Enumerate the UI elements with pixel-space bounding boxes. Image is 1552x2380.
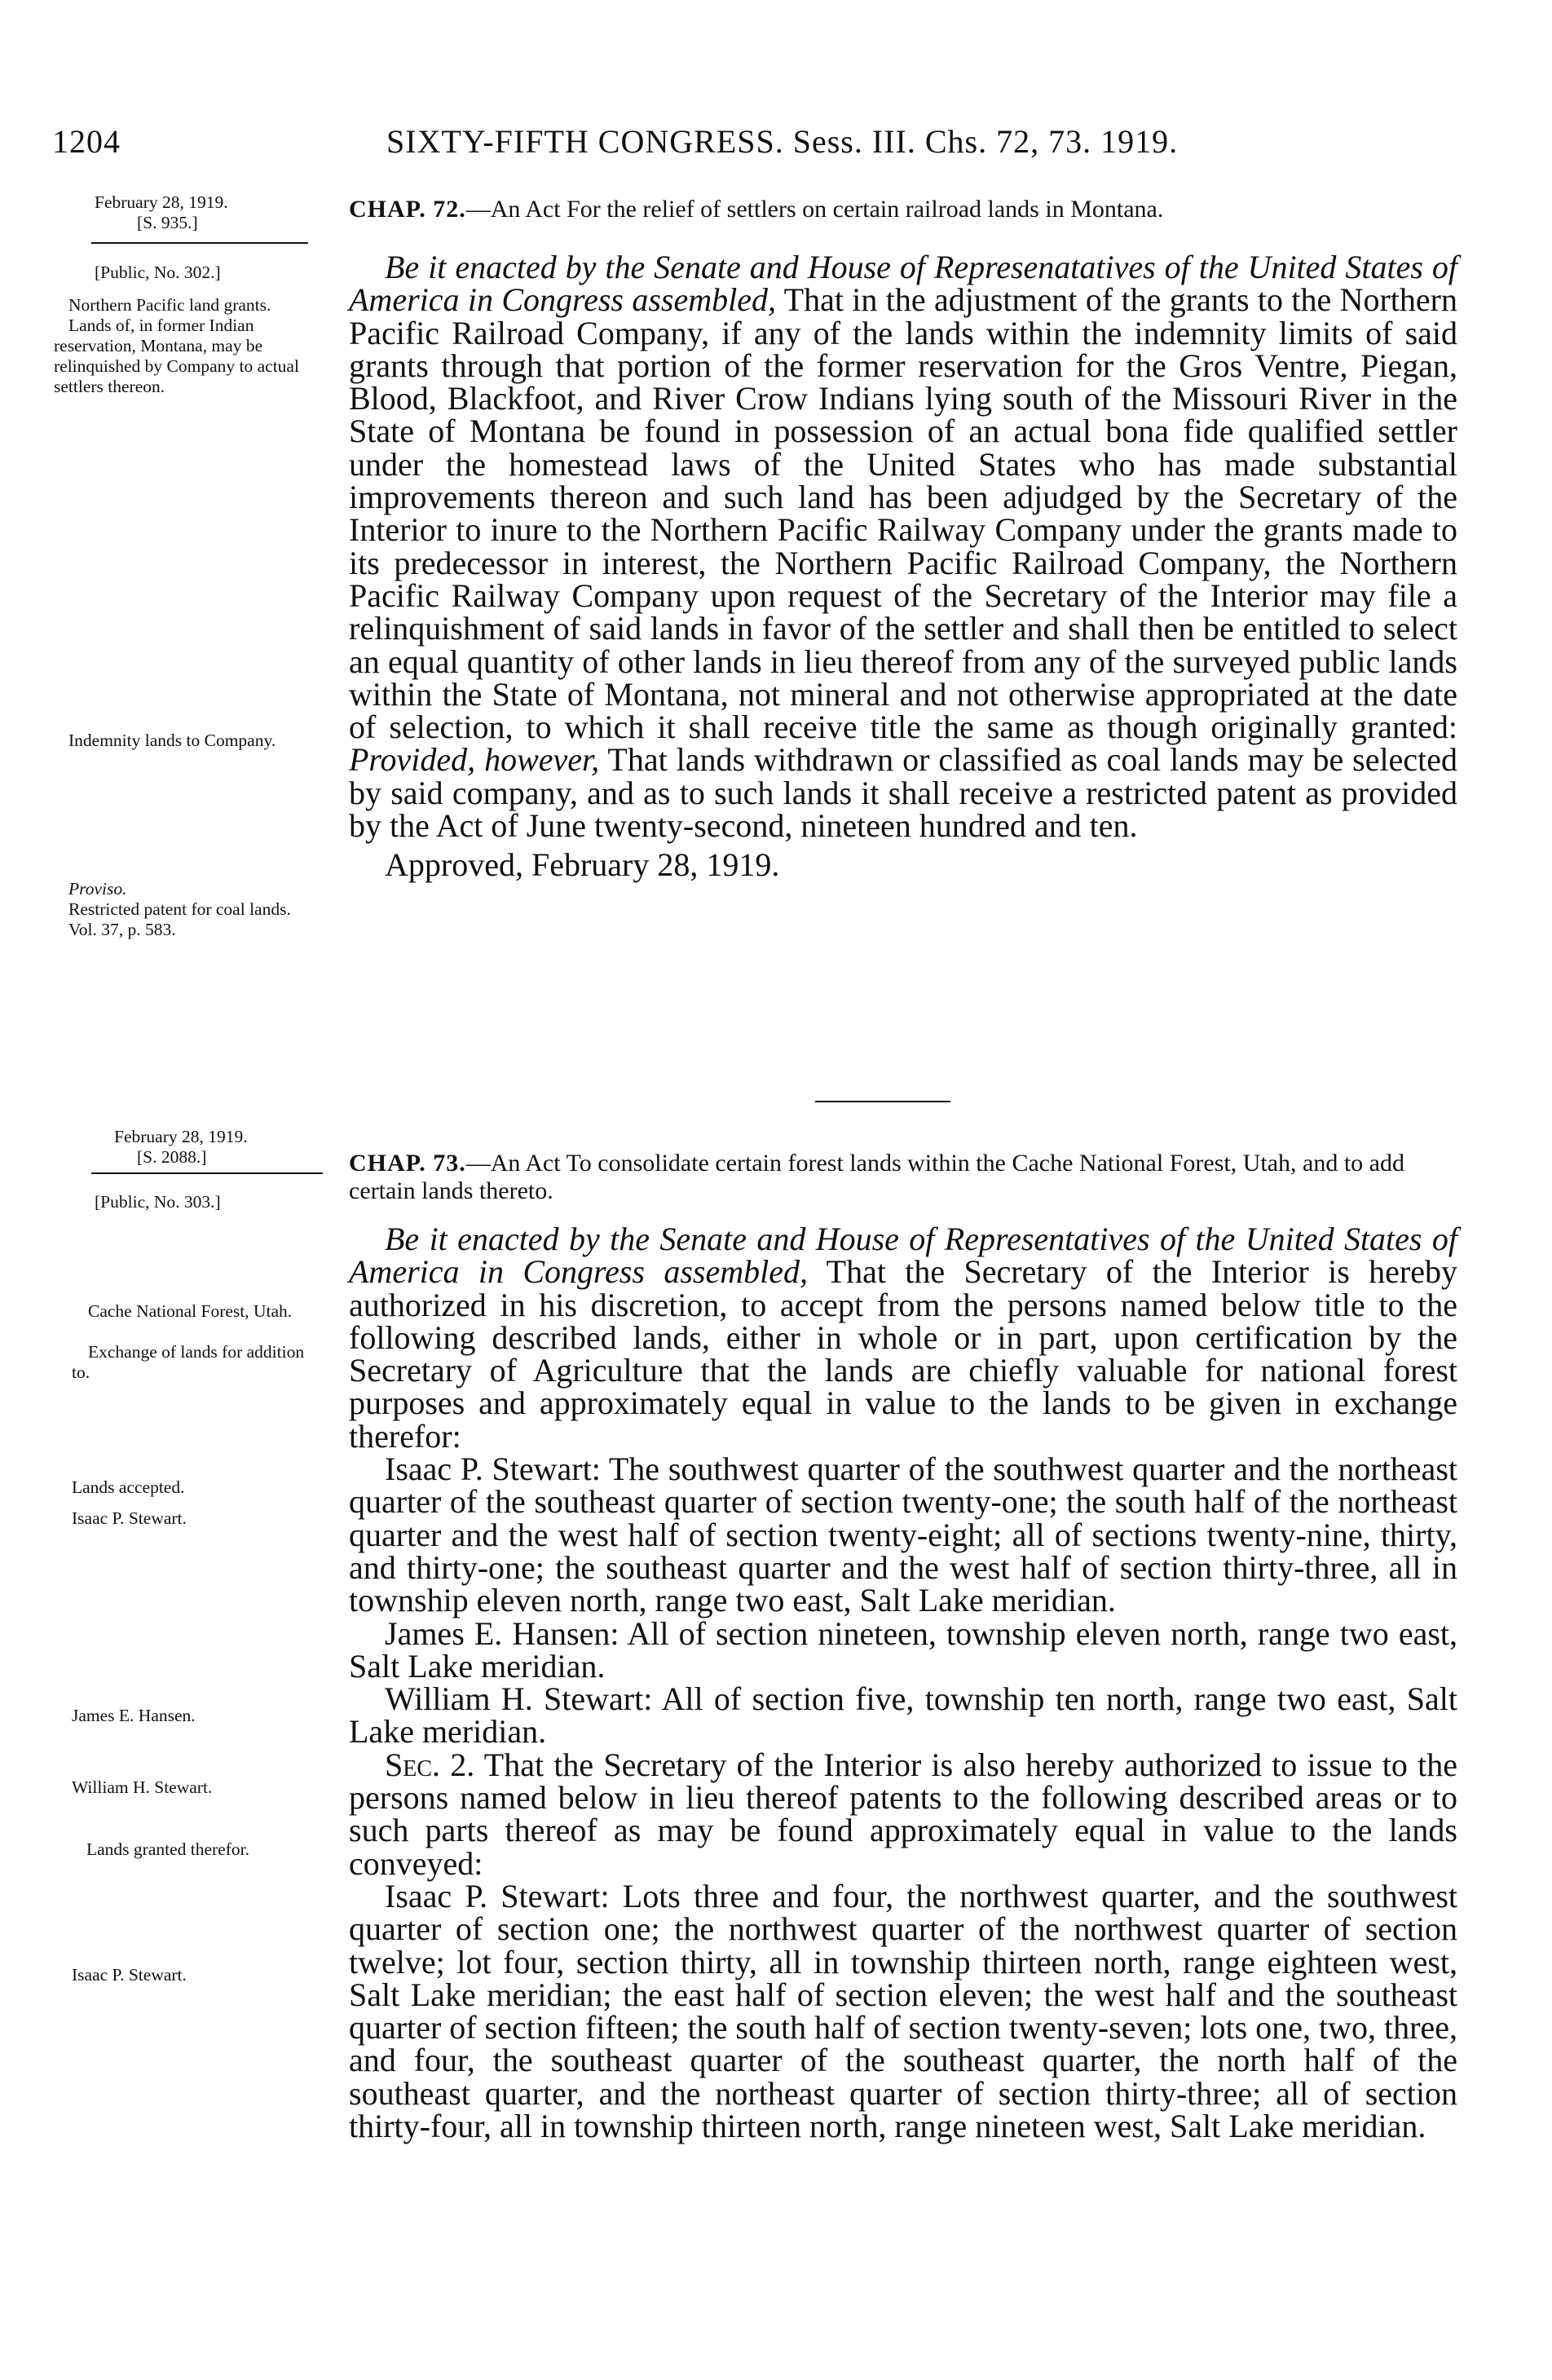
ch72-date-note [95, 192, 306, 233]
ch72-enacting-clause: Be it enacted by the Senate and House of Represenatatives of the United States of America in Congress assembled, [349, 249, 1457, 319]
ch72-margin-rule [91, 242, 308, 244]
ch73-sec2-label: Sec. 2. [385, 1746, 475, 1783]
ch73-heading [349, 1150, 1457, 1205]
ch73-bill: [S. 2088.] [137, 1147, 207, 1167]
ch73-isaac-stewart-lands: Isaac P. Stewart: The southwest quarter of the southwest quarter and the northeast quarter of the southeast quarter of section twenty-one; the south half of the northeast quarter and the west half of section twenty-eight; all of sections twenty-nine, thirty, and thirty-one; the southeast quarter and the west half of section thirty-three, all in township eleven north, range two east, Salt Lake meridian. [349, 1451, 1457, 1619]
page-number: 1204 [52, 123, 121, 160]
ch73-james-hansen-lands: James E. Hansen: All of section nineteen, township eleven north, range two east, Salt Lake meridian. [349, 1614, 1457, 1685]
ch73-title: —An Act To consolidate certain forest lands within the Cache National Forest, Utah, and to add certain lands thereto. [349, 1150, 1404, 1204]
running-title: SIXTY-FIFTH CONGRESS. Sess. III. Chs. 72, 73. 1919. [386, 123, 1179, 160]
ch72-heading [349, 196, 1457, 223]
ch72-sidenote-grants: Northern Pacific land grants. Lands of, in former Indian reservation, Montana, may be relinquished by Company to actual settlers thereon. [54, 295, 308, 397]
ch73-william-stewart-lands: William H. Stewart: All of section five, township ten north, range two east, Salt Lake meridian. [349, 1680, 1457, 1751]
ch72-public-law: [Public, No. 302.] [95, 263, 221, 282]
ch73-section-1 [349, 1223, 1457, 1453]
ch73-public-law: [Public, No. 303.] [95, 1192, 221, 1212]
ch73-date: February 28, 1919. [114, 1127, 248, 1146]
ch73-sidenote-exchange: Exchange of lands for addition to. [72, 1342, 305, 1382]
ch73-enacting-clause: Be it enacted by the Senate and House of Representatives of the United States of America in Congress assembled, [349, 1221, 1457, 1291]
ch72-title: —An Act For the relief of settlers on certain railroad lands in Montana. [465, 196, 1164, 223]
ch72-sidenote-lands: Lands of, in former Indian reservation, Montana, may be relinquished by Company to actual settlers thereon. [54, 316, 299, 396]
ch73-margin-rule [91, 1172, 323, 1174]
ch73-sidenote-william: William H. Stewart. [72, 1777, 213, 1797]
ch72-label: CHAP. 72. [349, 196, 466, 223]
ch73-body [349, 1223, 1457, 2143]
ch73-label: CHAP. 73. [349, 1150, 466, 1177]
ch72-bill: [S. 935.] [137, 213, 198, 232]
ch72-sidenote-indemnity: Indemnity lands to Company. [68, 731, 276, 750]
ch73-sidenote-forest: Cache National Forest, Utah. [88, 1301, 293, 1321]
chapter-separator [815, 1101, 950, 1102]
ch72-approved: Approved, February 28, 1919. [385, 846, 780, 884]
proviso-label: Proviso. [68, 879, 127, 899]
restricted-patent-note: Restricted patent for coal lands. [68, 899, 291, 919]
ch72-enacting-paragraph [349, 249, 1457, 845]
ch73-section-1-text: That the Secretary of the Interior is hereby authorized in his discretion, to accept from the persons named below title to the following described lands, either in whole or in part, upon certification by the Secretary of Agriculture that the lands are chiefly valuable for national forest purposes and approximately equal in value to the lands to be given in exchange therefor: [349, 1253, 1457, 1455]
ch73-sidenote-james: James E. Hansen. [72, 1706, 196, 1725]
ch73-date-note [114, 1127, 326, 1168]
ch72-text-1: That in the adjustment of the grants to the Northern Pacific Railroad Company, if any of the lands within the indemnity limits of said grants through that portion of the former reservation for the Gros Ventre, Piegan, Blood, Blackfoot, and River Crow Indians lying south of the Missouri River in the State of Montana be found in possession of an actual bona fide qualified settler under the homestead laws of the United States who has made substantial improvements thereon and such land has been adjudged by the Secretary of the Interior to inure to the Northern Pacific Railway Company under the grants made to its predecessor in interest, the Northern Pacific Railroad Company, the Northern Pacific Railway Company upon request of the Secretary of the Interior may file a relinquishment of said lands in favor of the settler and shall then be entitled to select an equal quantity of other lands in lieu thereof from any of the surveyed public lands within the State of Montana, not mineral and not otherwise appropriated at the date of selection, to which it shall receive title the same as though originally granted: [349, 281, 1457, 746]
ch72-sidenote-proviso [54, 879, 308, 940]
ch72-body [349, 251, 1457, 882]
ch73-sidenote-lands-granted: Lands granted therefor. [86, 1839, 249, 1859]
ch73-sidenote-isaac-2: Isaac P. Stewart. [72, 1965, 187, 1985]
vol-reference: Vol. 37, p. 583. [68, 920, 176, 939]
ch72-text-2: That lands withdrawn or classified as coal lands may be selected by said company, and as to such lands it shall receive a restricted patent as provided by the Act of June twenty-second, nineteen hundred and ten. [349, 741, 1457, 845]
ch73-sidenote-lands-accepted: Lands accepted. [72, 1477, 185, 1497]
ch72-proviso-phrase: Provided, however, [349, 741, 600, 779]
ch73-section-2 [349, 1746, 1457, 1882]
ch72-date: February 28, 1919. [95, 192, 228, 212]
ch73-sidenote-isaac-1: Isaac P. Stewart. [72, 1508, 187, 1528]
ch73-isaac-stewart-patents: Isaac P. Stewart: Lots three and four, the northwest quarter, and the southwest quarter of section one; the northwest quarter of the northwest quarter of section twelve; lot four, section thirty, all in township thirteen north, range eighteen west, Salt Lake meridian; the east half of section eleven; the west half and the southeast quarter of section fifteen; the south half of section twenty-seven; lots one, two, three, and four, the southeast quarter of the southeast quarter, the north half of the southeast quarter, and the northeast quarter of section thirty-three; all of section thirty-four, all in township thirteen north, range nineteen west, Salt Lake meridian. [349, 1877, 1457, 2145]
ch73-section-2-text: That the Secretary of the Interior is also hereby authorized to issue to the persons named below in lieu thereof patents to the following described areas or to such parts thereof as may be found approximately equal in value to the lands conveyed: [349, 1746, 1457, 1882]
